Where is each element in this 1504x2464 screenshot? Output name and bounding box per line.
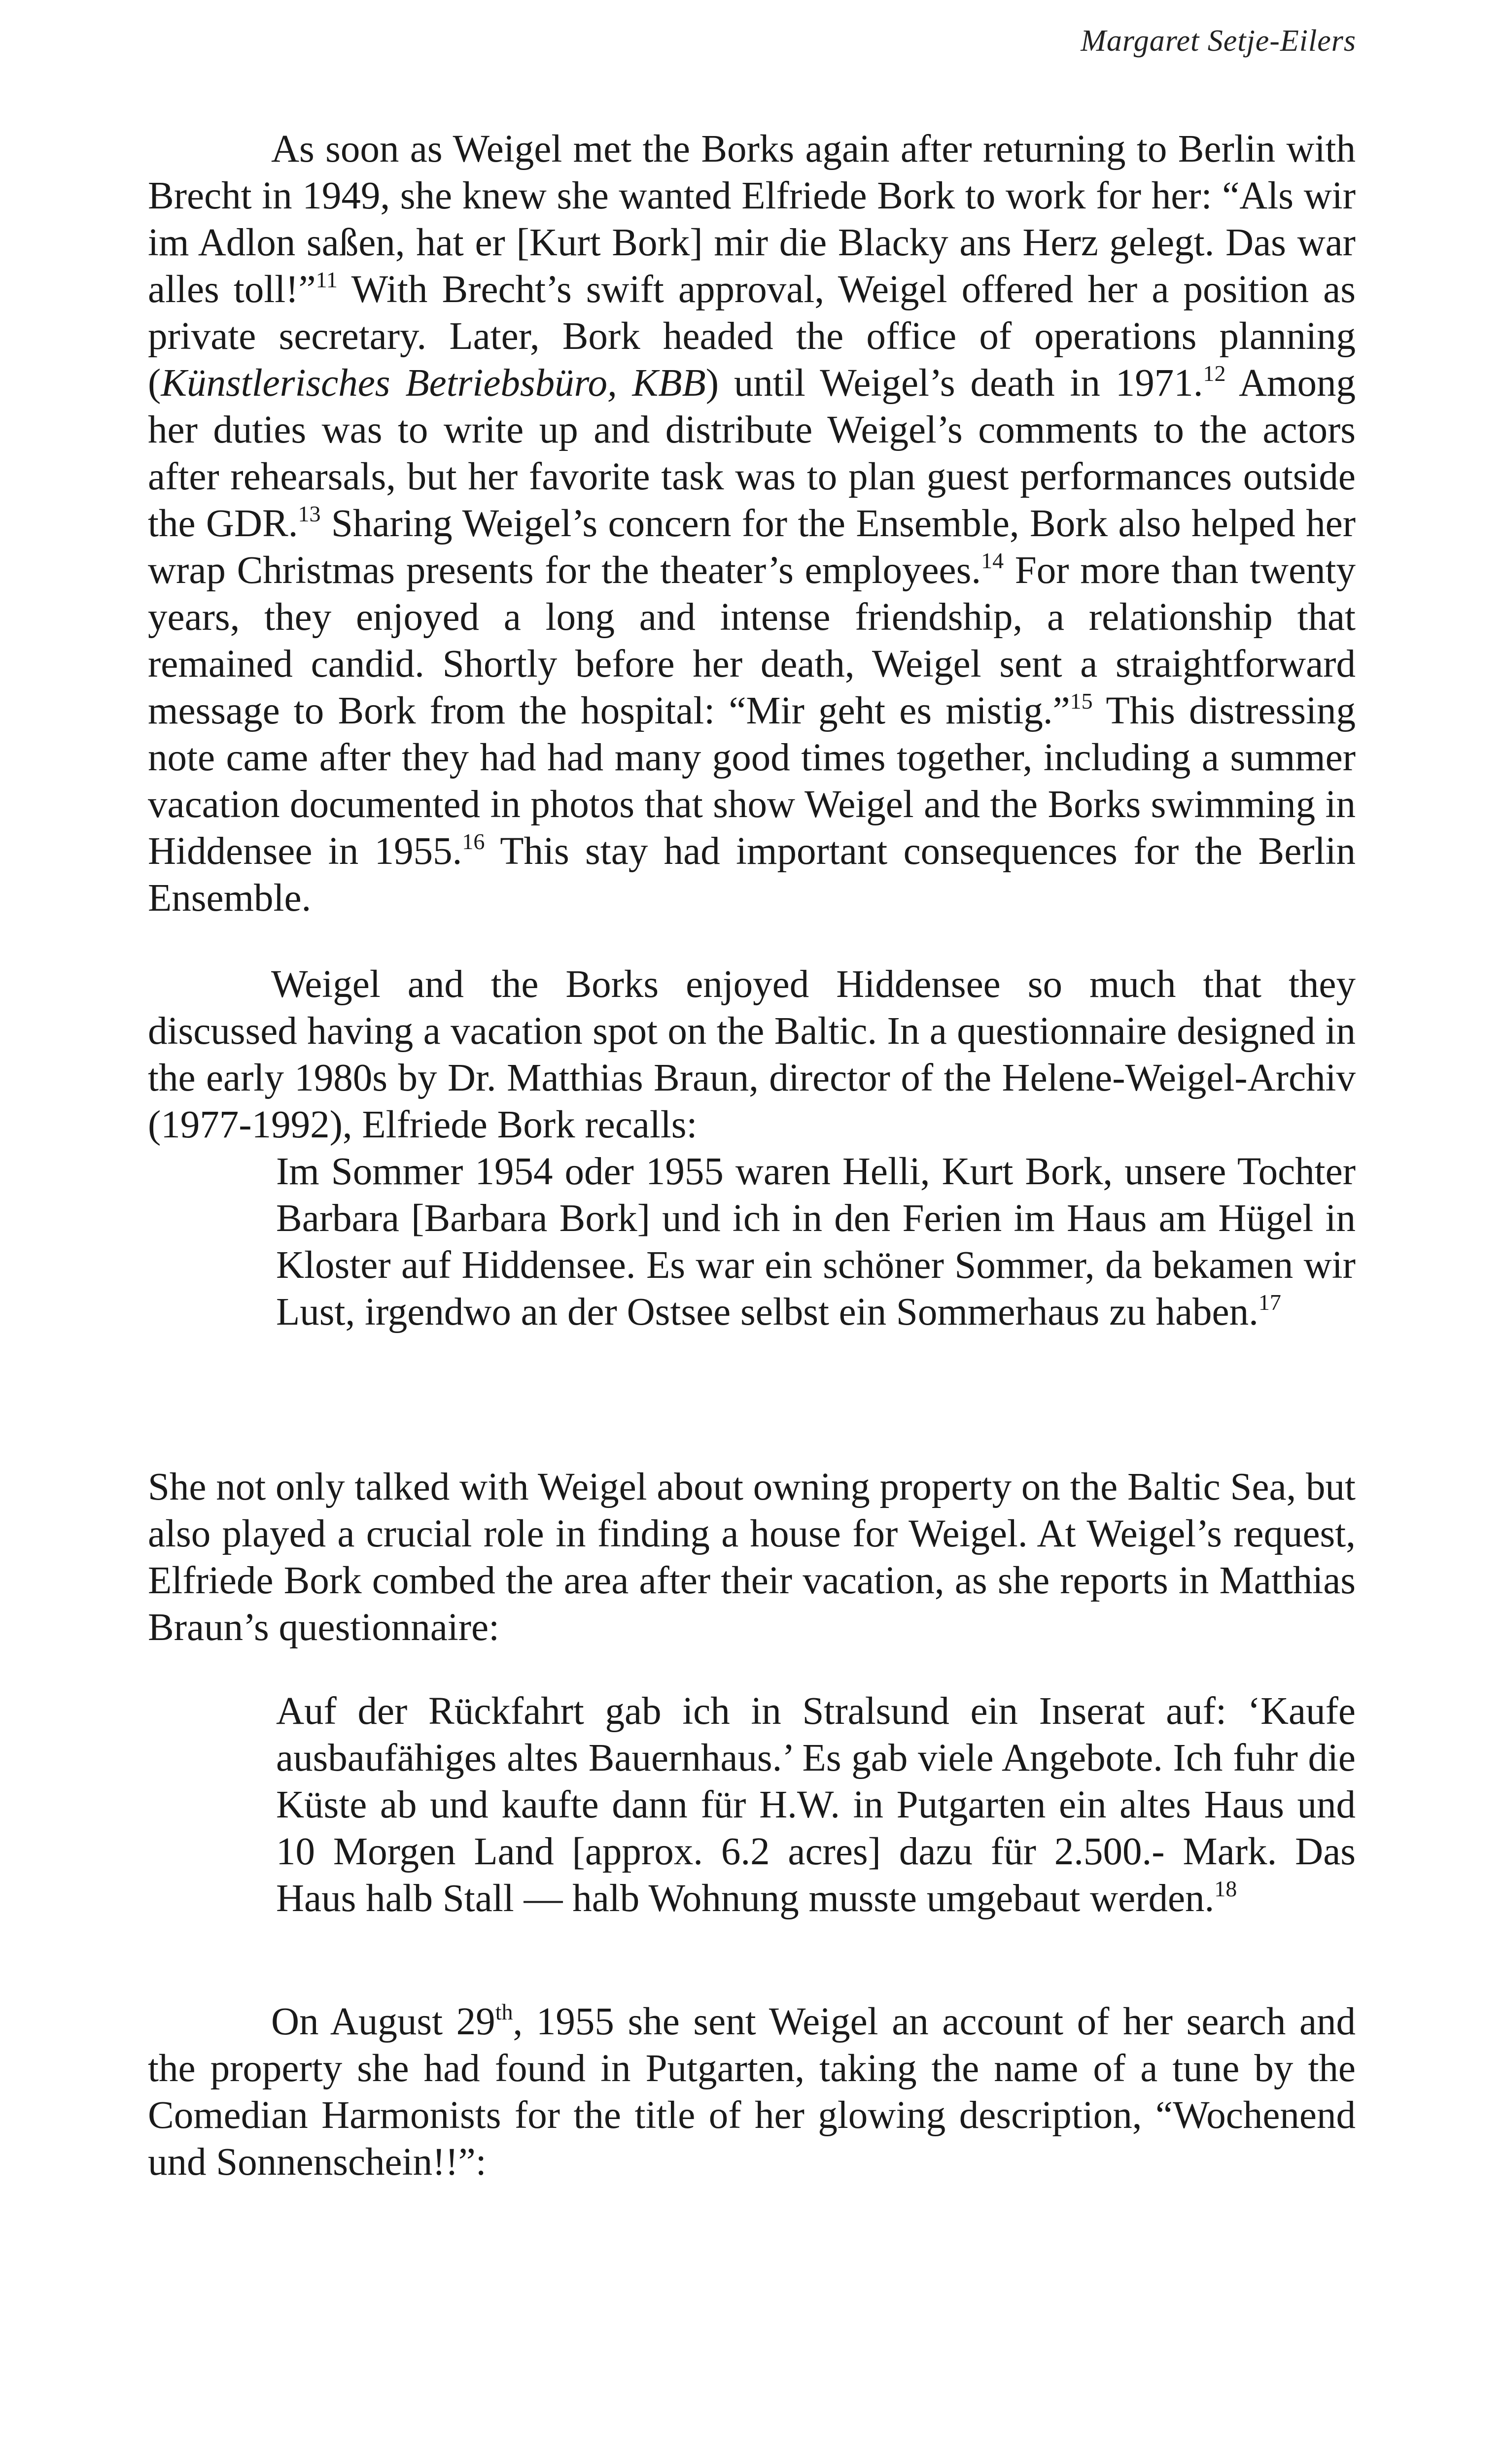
- paragraph-4: [148, 1998, 1356, 2186]
- paragraph-4-text: On August 29th, 1955 she sent Weigel an account of her search and the property she had found in Putgarten, taking the name of a tune by the Comedian Harmonists for the title of her glowing description, “Wochenend und Sonnenschein!!”:: [148, 1999, 1356, 2184]
- footnote-ref-18[interactable]: 18: [1214, 1876, 1237, 1901]
- paragraph-1: [148, 126, 1356, 922]
- footnote-ref-12[interactable]: 12: [1203, 361, 1226, 386]
- ordinal-superscript: th: [495, 1999, 513, 2024]
- block-quote-2-text: Auf der Rückfahrt gab ich in Stralsund ein Inserat auf: ‘Kaufe ausbaufähiges altes Bauernhaus.’ Es gab viele Angebote. Ich fuhr die Küste ab und kaufte dann für H.W. in Putgarten ein altes Haus und 10 Morgen Land [approx. 6.2 acres] dazu für 2.500.- Mark. Das Haus halb Stall — halb Wohnung musste umgebaut werden.$^{18}$: [276, 1690, 1356, 1920]
- paragraph-2: [148, 961, 1356, 1148]
- paragraph-1-text: As soon as Weigel met the Borks again after returning to Berlin with Brecht in 1949, she knew she wanted Elfriede Bork to work for her: “Als wir im Adlon saßen, hat er [Kurt Bork] mir die Blacky ans Herz gelegt. Das war alles toll!”$^{11}$ With Brecht’s swift approval, Weigel offered her a position as private secretary. Later, Bork headed the office of operations planning (Künstlerisches Betriebsbüro, KBB) until Weigel’s death in 1971.12 Among her duties was to write up and distribute Weigel’s comments to the actors after rehearsals, but her favorite task was to plan guest performances outside the GDR.$^{13}$ Sharing Weigel’s concern for the Ensemble, Bork also helped her wrap Christmas presents for the theater’s employees.$^{14}$ For more than twenty years, they enjoyed a long and intense friendship, a relationship that remained candid. Shortly before her death, Weigel sent a straightforward message to Bork from the hospital: “Mir geht es mistig.”$^{15}$ This distressing note came after they had had many good times together, including a summer vacation documented in photos that show Weigel and the Borks swimming in Hiddensee in 1955.16 This stay had important consequences for the Berlin Ensemble.: [148, 128, 1356, 920]
- footnote-ref-11[interactable]: 11: [315, 267, 338, 292]
- running-head: Margaret Setje-Eilers: [1081, 24, 1356, 58]
- footnote-ref-16[interactable]: 16: [462, 829, 485, 854]
- italic-term: Künstlerisches Betriebsbüro, KBB: [161, 362, 706, 405]
- block-quote-1: [276, 1148, 1356, 1335]
- paragraph-3-text: She not only talked with Weigel about owning property on the Baltic Sea, but also played a crucial role in finding a house for Weigel. At Weigel’s request, Elfriede Bork combed the area after their vacation, as she reports in Matthias Braun’s questionnaire:: [148, 1466, 1356, 1649]
- footnote-ref-17[interactable]: 17: [1258, 1290, 1281, 1315]
- footnote-ref-13[interactable]: 13: [298, 501, 321, 526]
- block-quote-2: [276, 1688, 1356, 1922]
- footnote-ref-14[interactable]: 14: [981, 548, 1004, 573]
- block-quote-1-text: Im Sommer 1954 oder 1955 waren Helli, Kurt Bork, unsere Tochter Barbara [Barbara Bork] und ich in den Ferien im Haus am Hügel in Kloster auf Hiddensee. Es war ein schöner Sommer, da bekamen wir Lust, irgendwo an der Ostsee selbst ein Sommerhaus zu haben.$^{17}$: [276, 1150, 1356, 1334]
- paragraph-3: [148, 1464, 1356, 1651]
- paragraph-2-text: Weigel and the Borks enjoyed Hiddensee so much that they discussed having a vacation spot on the Baltic. In a questionnaire designed in the early 1980s by Dr. Matthias Braun, director of the Helene-Weigel-Archiv (1977-1992), Elfriede Bork recalls:: [148, 963, 1356, 1146]
- footnote-ref-15[interactable]: 15: [1070, 688, 1093, 714]
